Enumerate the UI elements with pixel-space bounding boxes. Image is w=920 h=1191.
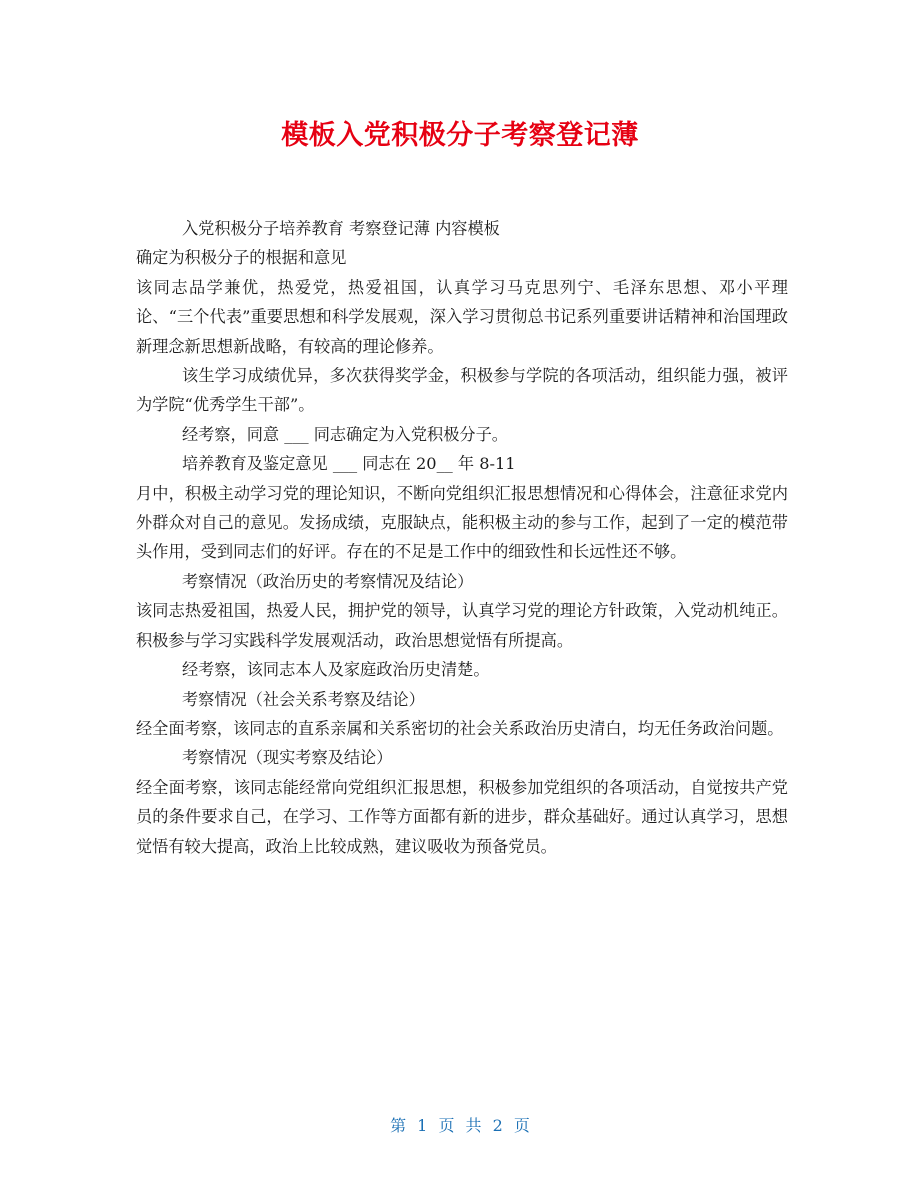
paragraph: 该生学习成绩优异，多次获得奖学金，积极参与学院的各项活动，组织能力强，被评为学院“优秀学生干部”。: [136, 366, 788, 415]
paragraph: 经全面考察，该同志能经常向党组织汇报思想，积极参加党组织的各项活动，自觉按共产党员的条件要求自己，在学习、工作等方面都有新的进步，群众基础好。通过认真学习，思想觉悟有较大提高，政治上比较成熟，建议吸收为预备党员。: [136, 777, 788, 856]
paragraph: 考察情况（社会关系考察及结论）: [182, 689, 425, 709]
paragraph: 月中，积极主动学习党的理论知识，不断向党组织汇报思想情况和心得体会，注意征求党内外群众对自己的意见。发扬成绩，克服缺点，能积极主动的参与工作，起到了一定的模范带头作用，受到同志们的好评。存在的不足是工作中的细致性和长远性还不够。: [136, 483, 788, 562]
paragraph: 该同志品学兼优，热爱党，热爱祖国，认真学习马克思列宁、毛泽东思想、邓小平理论、“三个代表”重要思想和科学发展观，深入学习贯彻总书记系列重要讲话精神和治国理政新理念新思想新战略，有较高的理论修养。: [136, 277, 788, 356]
paragraph: 该同志热爱祖国，热爱人民，拥护党的领导，认真学习党的理论方针政策，入党动机纯正。积极参与学习实践科学发展观活动，政治思想觉悟有所提高。: [136, 601, 788, 650]
page-number-footer: 第 1 页 共 2 页: [390, 1116, 530, 1135]
paragraph: 考察情况（现实考察及结论）: [182, 748, 393, 768]
paragraph: 入党积极分子培养教育 考察登记薄 内容模板: [182, 219, 500, 238]
paragraph: 培养教育及鉴定意见 ___ 同志在 20__ 年 8-11: [182, 454, 516, 474]
paragraph: 考察情况（政治历史的考察情况及结论）: [182, 571, 474, 591]
paragraph: 经全面考察，该同志的直系亲属和关系密切的社会关系政治历史清白，均无任务政治问题。: [136, 718, 784, 738]
paragraph: 经考察，该同志本人及家庭政治历史清楚。: [182, 660, 490, 680]
document-title: 模板入党积极分子考察登记薄: [281, 120, 639, 151]
paragraph: 确定为积极分子的根据和意见: [136, 248, 347, 268]
document-body: [136, 214, 788, 861]
paragraph: 经考察，同意 ___ 同志确定为入党积极分子。: [182, 424, 508, 444]
